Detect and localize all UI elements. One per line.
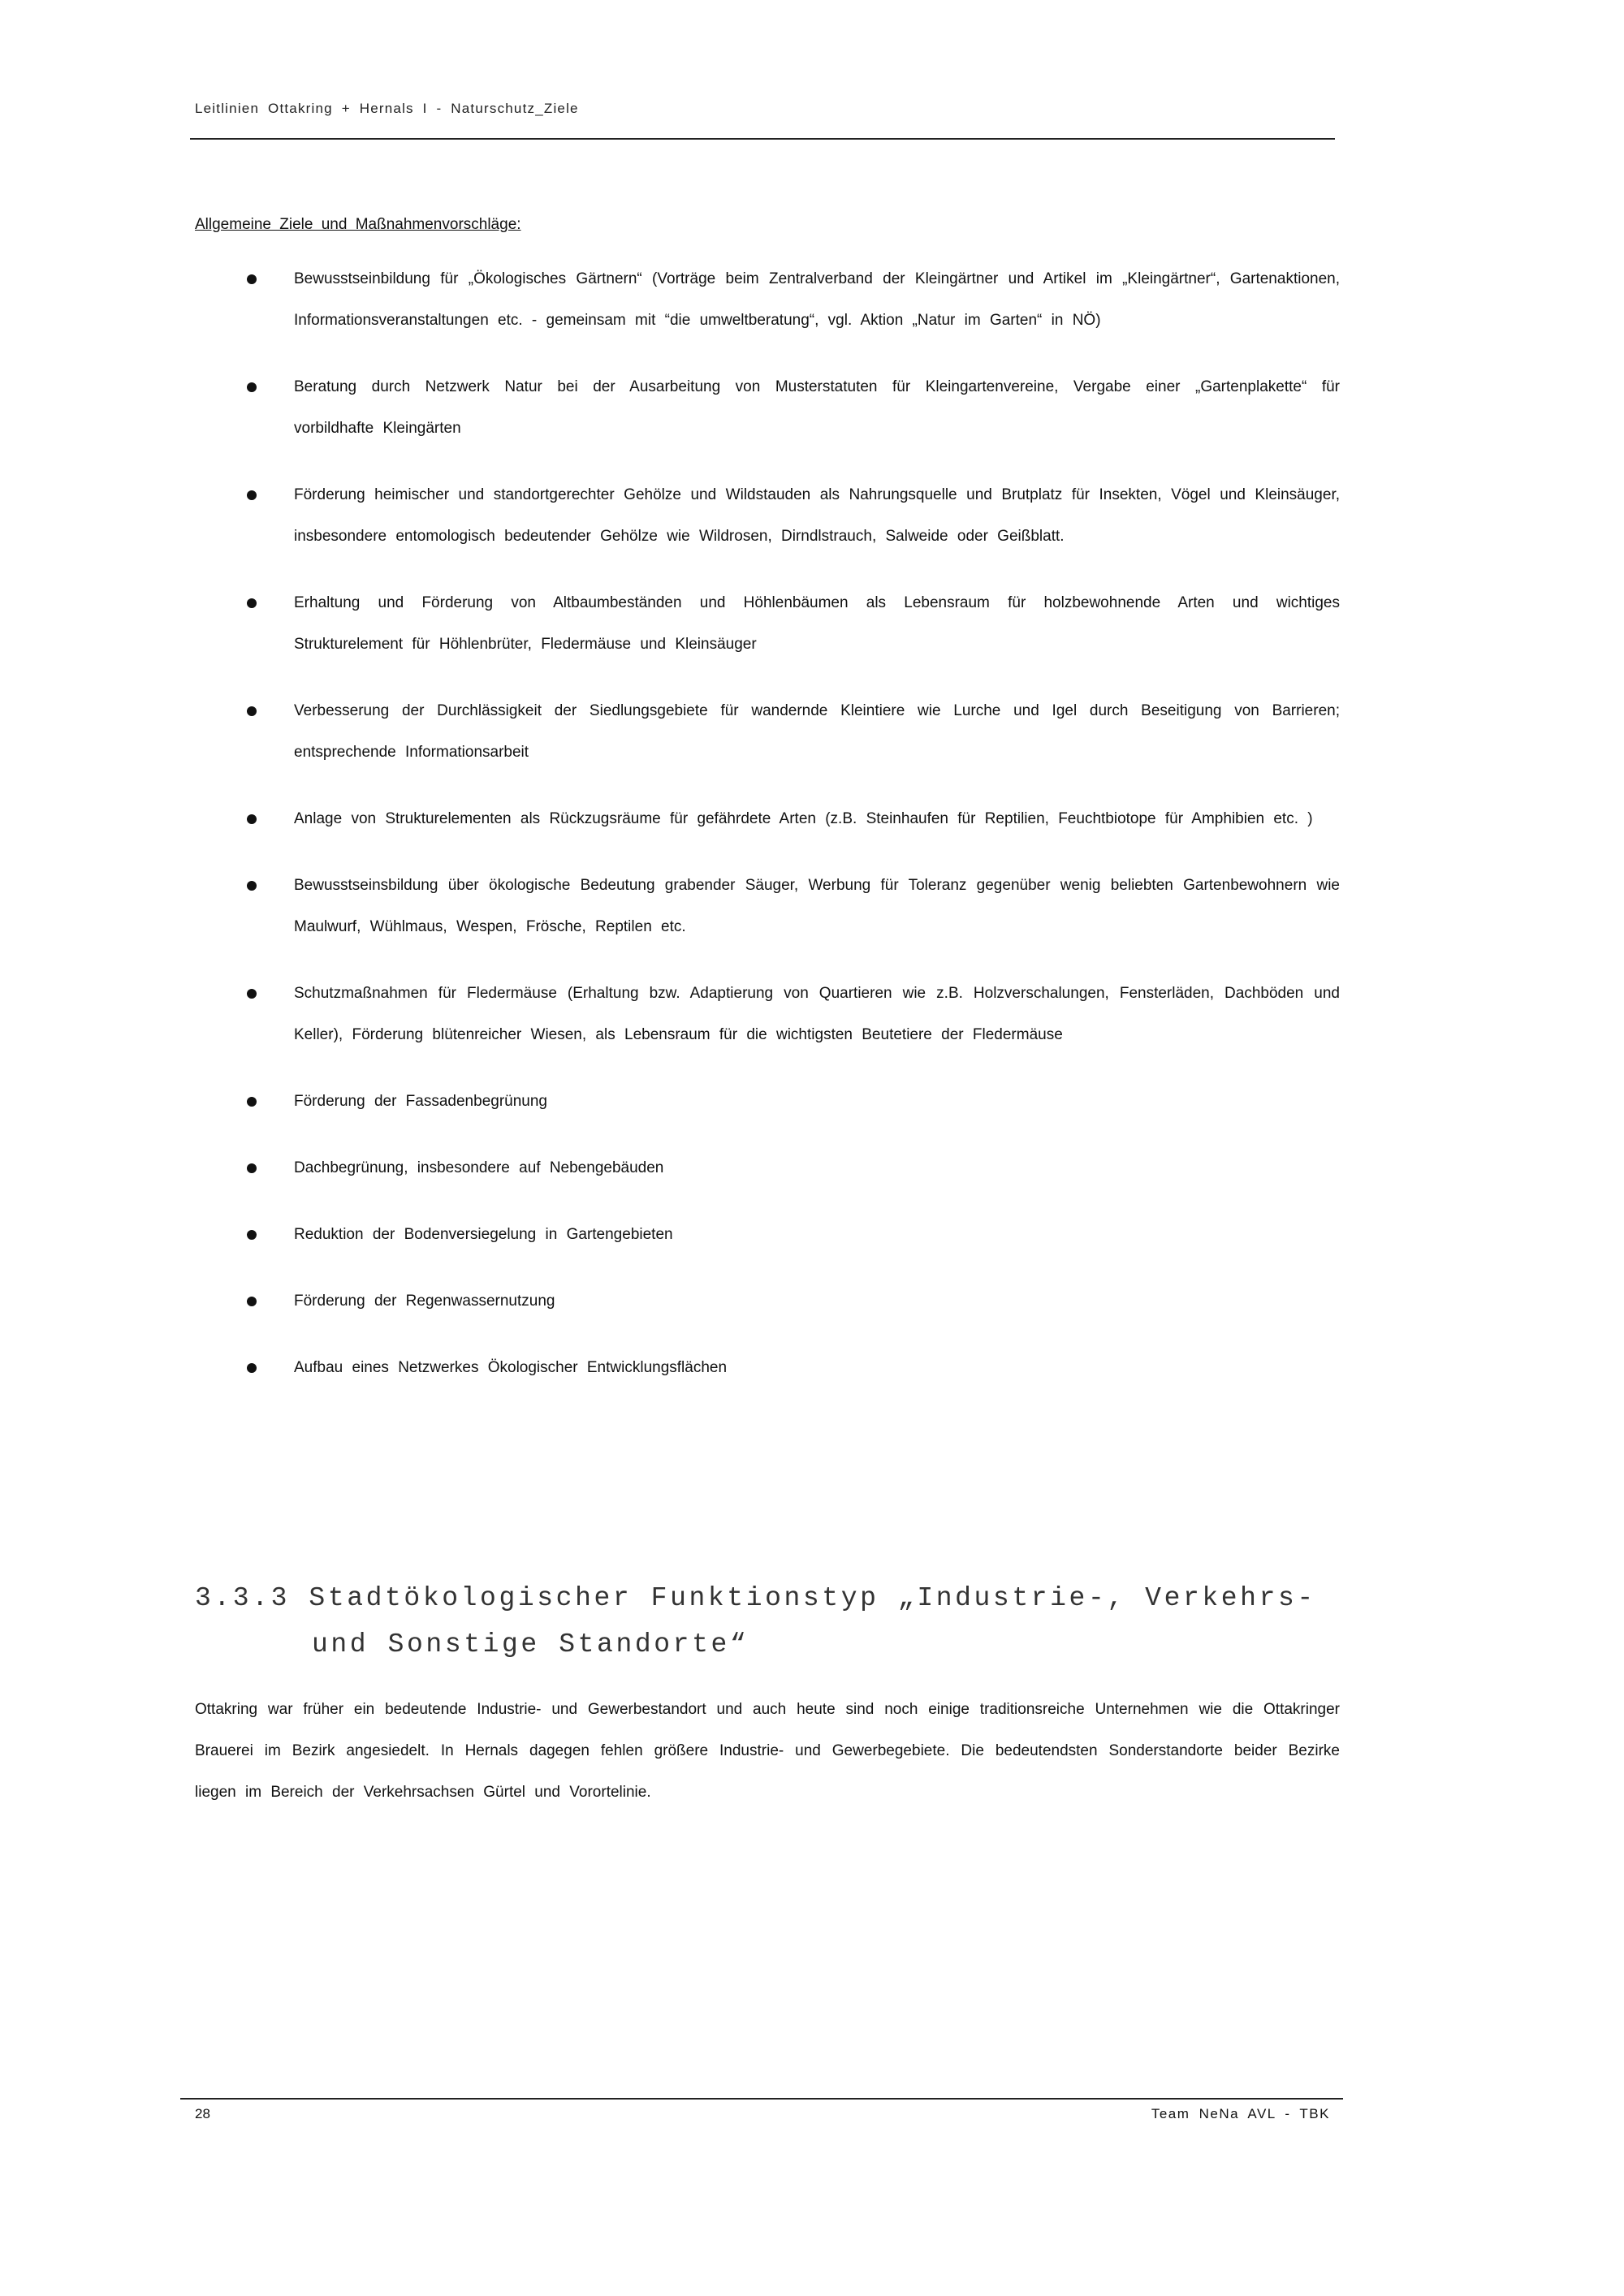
list-item — [195, 474, 1340, 557]
bullet-icon — [247, 1363, 257, 1373]
list-item — [195, 1280, 1340, 1322]
list-item-text: Bewusstseinsbildung über ökologische Bedeutung grabender Säuger, Werbung für Toleranz gegenüber wenig beliebten Gartenbewohnern wie Maulwurf, Wühlmaus, Wespen, Frösche, Reptilen etc. — [294, 877, 1340, 935]
list-item-text: Aufbau eines Netzwerkes Ökologischer Entwicklungsflächen — [294, 1359, 728, 1376]
bullet-icon — [247, 274, 257, 284]
list-item — [195, 798, 1340, 839]
list-item-text: Förderung der Fassadenbegrünung — [294, 1093, 547, 1110]
list-item-text: Anlage von Strukturelementen als Rückzugsräume für gefährdete Arten (z.B. Steinhaufen für Reptilien, Feuchtbiotope für Amphibien etc. ) — [294, 810, 1313, 827]
list-item — [195, 366, 1340, 449]
list-item-text: Reduktion der Bodenversiegelung in Gartengebieten — [294, 1226, 673, 1243]
list-item — [195, 1347, 1340, 1388]
list-item — [195, 865, 1340, 947]
list-item — [195, 258, 1340, 341]
list-item — [195, 690, 1340, 773]
body-paragraph: Ottakring war früher ein bedeutende Industrie- und Gewerbestandort und auch heute sind noch einige traditionsreiche Unternehmen wie die Ottakringer Brauerei im Bezirk angesiedelt. In Hernals dagegen fehlen größere Industrie- und Gewerbegebiete. Die bedeutendsten Sonderstandorte beider Bezirke liegen im Bereich der Verkehrsachsen Gürtel und Vorortelinie. — [195, 1701, 1340, 1801]
subsection-heading — [195, 1575, 1340, 1668]
bullet-icon — [247, 1163, 257, 1173]
list-item-text: Schutzmaßnahmen für Fledermäuse (Erhaltung bzw. Adaptierung von Quartieren wie z.B. Holzverschalungen, Fensterläden, Dachböden und Keller), Förderung blütenreicher Wiesen, als Lebensraum für die wichtigsten Beutetiere der Fledermäuse — [294, 985, 1340, 1043]
list-item-text: Beratung durch Netzwerk Natur bei der Ausarbeitung von Musterstatuten für Kleingartenvereine, Vergabe einer „Gartenplakette“ für vorbildhafte Kleingärten — [294, 378, 1340, 437]
bullet-icon — [247, 1230, 257, 1240]
list-item-text: Förderung der Regenwassernutzung — [294, 1293, 555, 1310]
running-header: Leitlinien Ottakring + Hernals I - Naturschutz_Ziele — [195, 101, 579, 116]
bullet-icon — [247, 490, 257, 500]
bullet-icon — [247, 989, 257, 999]
header-divider — [190, 138, 1335, 140]
footer-divider — [180, 2098, 1343, 2100]
list-item-text: Verbesserung der Durchlässigkeit der Siedlungsgebiete für wandernde Kleintiere wie Lurche und Igel durch Beseitigung von Barrieren; entsprechende Informationsarbeit — [294, 702, 1340, 761]
page-number: 28 — [195, 2106, 210, 2121]
list-item — [195, 973, 1340, 1055]
bullet-icon — [247, 814, 257, 824]
bullet-icon — [247, 706, 257, 716]
list-item-text: Erhaltung und Förderung von Altbaumbeständen und Höhlenbäumen als Lebensraum für holzbewohnende Arten und wichtiges Strukturelement für Höhlenbrüter, Fledermäuse und Kleinsäuger — [294, 594, 1340, 653]
section-heading: Allgemeine Ziele und Maßnahmenvorschläge: — [195, 216, 521, 233]
goals-list — [195, 258, 1340, 1413]
list-item — [195, 582, 1340, 665]
bullet-icon — [247, 382, 257, 392]
list-item-text: Dachbegrünung, insbesondere auf Nebengebäuden — [294, 1159, 664, 1176]
bullet-icon — [247, 1097, 257, 1107]
subsection-heading-line1: 3.3.3 Stadtökologischer Funktionstyp „Industrie-, Verkehrs- — [195, 1583, 1316, 1613]
list-item — [195, 1081, 1340, 1122]
list-item-text: Förderung heimischer und standortgerechter Gehölze und Wildstauden als Nahrungsquelle und Brutplatz für Insekten, Vögel und Kleinsäuger, insbesondere entomologisch bedeutender Gehölze wie Wildrosen, Dirndlstrauch, Salweide oder Geißblatt. — [294, 486, 1340, 545]
subsection-heading-line2: und Sonstige Standorte“ — [312, 1629, 749, 1659]
list-item-text: Bewusstseinbildung für „Ökologisches Gärtnern“ (Vorträge beim Zentralverband der Kleingärtner und Artikel im „Kleingärtner“, Gartenaktionen, Informationsveranstaltungen etc. - gemeinsam mit “die umweltberatung“, vgl. Aktion „Natur im Garten“ in NÖ) — [294, 270, 1340, 329]
bullet-icon — [247, 1297, 257, 1306]
list-item — [195, 1147, 1340, 1189]
bullet-icon — [247, 881, 257, 891]
footer-credit: Team NeNa AVL - TBK — [1151, 2106, 1330, 2121]
list-item — [195, 1214, 1340, 1255]
bullet-icon — [247, 598, 257, 608]
